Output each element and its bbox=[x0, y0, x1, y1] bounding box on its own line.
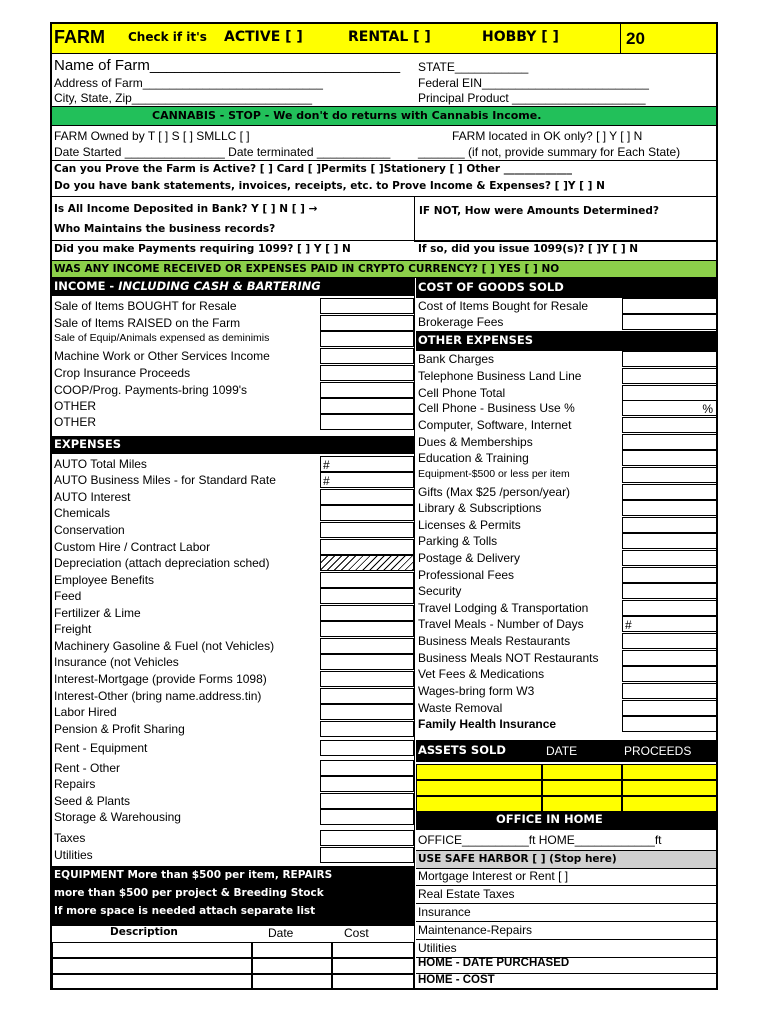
cogs-row-label: Brokerage Fees bbox=[418, 315, 504, 329]
expense-row-amount-field[interactable] bbox=[320, 760, 414, 776]
hobby-checkbox[interactable]: HOBBY [ ] bbox=[482, 29, 559, 45]
other-expense-row-label: Licenses & Permits bbox=[418, 518, 521, 532]
count-marker: # bbox=[323, 458, 330, 472]
other-expense-row-amount-field[interactable] bbox=[622, 700, 718, 716]
form-header bbox=[52, 24, 716, 54]
expense-row-label: Rent - Other bbox=[54, 761, 121, 775]
farm-title: FARM bbox=[54, 27, 105, 47]
percent-marker: % bbox=[702, 402, 713, 416]
other-expense-row-amount-field[interactable] bbox=[622, 517, 718, 533]
name-of-farm-field[interactable]: Name of Farm______________________________ bbox=[54, 57, 401, 74]
income-head-emphasis: INCLUDING CASH & BARTERING bbox=[118, 279, 321, 293]
other-expense-row-label: Security bbox=[418, 584, 462, 598]
office-in-home-header bbox=[416, 810, 718, 830]
other-expense-row-label: Equipment-$500 or less per item bbox=[418, 468, 570, 480]
expense-row-label: Seed & Plants bbox=[54, 794, 131, 808]
income-row-label: OTHER bbox=[54, 399, 96, 413]
if-not-label: IF NOT, How were Amounts Determined? bbox=[419, 205, 659, 217]
expense-row-amount-field[interactable] bbox=[320, 621, 414, 637]
expense-row-label: Freight bbox=[54, 622, 92, 636]
equipment-cell[interactable] bbox=[52, 942, 252, 958]
expense-row-label: Interest-Other (bring name.address.tin) bbox=[54, 689, 262, 703]
safe-harbor-row bbox=[416, 850, 718, 869]
other-expense-row-label: Family Health Insurance bbox=[418, 717, 557, 731]
safe-harbor-checkbox[interactable]: USE SAFE HARBOR [ ] (Stop here) bbox=[418, 853, 617, 865]
income-row-amount-field[interactable] bbox=[320, 315, 414, 331]
dates-field[interactable]: Date Started _______________ Date terminated ___________ bbox=[54, 145, 391, 159]
issue-1099-question[interactable]: If so, did you issue 1099(s)? [ ]Y [ ] N bbox=[418, 243, 639, 255]
income-row-label: Sale of Items RAISED on the Farm bbox=[54, 316, 241, 330]
expense-row-amount-field[interactable] bbox=[320, 847, 414, 863]
other-expense-row-label: Wages-bring form W3 bbox=[418, 684, 535, 698]
expense-row-amount-field[interactable] bbox=[320, 721, 414, 737]
asset-sold-cell[interactable] bbox=[542, 764, 622, 780]
expense-row-amount-field[interactable] bbox=[320, 472, 414, 488]
equipment-cost-header: Cost bbox=[344, 926, 369, 940]
tax-year[interactable]: 20 bbox=[626, 29, 645, 48]
other-expenses-header bbox=[416, 331, 718, 351]
principal-product-field[interactable]: Principal Product ____________________ bbox=[418, 91, 646, 105]
expense-row-amount-field[interactable] bbox=[320, 740, 414, 756]
city-state-zip-field[interactable]: City, State, Zip___________________________ bbox=[54, 91, 312, 105]
expense-row-label: Interest-Mortgage (provide Forms 1098) bbox=[54, 672, 267, 686]
equipment-line-3: If more space is needed attach separate list bbox=[54, 905, 316, 917]
office-row-label: Real Estate Taxes bbox=[418, 887, 515, 901]
expense-row-amount-field[interactable] bbox=[320, 456, 414, 472]
other-expense-row-label: Travel Meals - Number of Days bbox=[418, 617, 584, 631]
expense-row-label: Taxes bbox=[54, 831, 86, 845]
expense-row-label: AUTO Total Miles bbox=[54, 457, 147, 471]
expense-row-label: Utilities bbox=[54, 848, 93, 862]
expense-row-label: Rent - Equipment bbox=[54, 741, 148, 755]
asset-sold-cell[interactable] bbox=[542, 796, 622, 812]
equipment-cell[interactable] bbox=[52, 958, 252, 974]
expense-row-label: Chemicals bbox=[54, 506, 111, 520]
cannabis-banner bbox=[52, 106, 716, 126]
expense-row-label: Custom Hire / Contract Labor bbox=[54, 540, 211, 554]
asset-sold-cell[interactable] bbox=[416, 764, 542, 780]
crypto-banner bbox=[52, 260, 716, 278]
other-expense-row-label: Vet Fees & Medications bbox=[418, 667, 545, 681]
income-row-amount-field[interactable] bbox=[320, 382, 414, 398]
bank-statements-question[interactable]: Do you have bank statements, invoices, receipts, etc. to Prove Income & Expenses? [ ]Y [ ] N bbox=[54, 180, 605, 192]
other-expense-row-label: Education & Training bbox=[418, 451, 529, 465]
payments-1099-question[interactable]: Did you make Payments requiring 1099? [ ] Y [ ] N bbox=[54, 243, 351, 255]
income-header bbox=[52, 278, 414, 296]
asset-sold-cell[interactable] bbox=[622, 780, 718, 796]
maintains-records-question[interactable]: Who Maintains the business records? bbox=[54, 223, 276, 235]
expense-row-amount-field[interactable] bbox=[320, 489, 414, 505]
office-row-line bbox=[416, 903, 718, 904]
other-expense-row-label: Library & Subscriptions bbox=[418, 501, 542, 515]
expense-row-label: Pension & Profit Sharing bbox=[54, 722, 185, 736]
cogs-head-text: COST OF GOODS SOLD bbox=[418, 280, 564, 294]
other-expense-row-amount-field[interactable] bbox=[622, 583, 718, 599]
other-expense-row-label: Telephone Business Land Line bbox=[418, 369, 582, 383]
equipment-description-header: Description bbox=[110, 926, 178, 938]
cogs-row-amount-field[interactable] bbox=[622, 314, 718, 330]
income-row-label: Machine Work or Other Services Income bbox=[54, 349, 270, 363]
cogs-header bbox=[416, 278, 718, 298]
office-sqft-field[interactable]: OFFICE__________ft HOME____________ft bbox=[418, 833, 662, 847]
office-head: OFFICE IN HOME bbox=[496, 812, 603, 826]
expense-row-amount-field[interactable] bbox=[320, 654, 414, 670]
cogs-row-label: Cost of Items Bought for Resale bbox=[418, 299, 589, 313]
equipment-cell[interactable] bbox=[332, 974, 414, 990]
owned-by-field[interactable]: FARM Owned by T [ ] S [ ] SMLLC [ ] bbox=[54, 129, 250, 143]
cogs-row-amount-field[interactable] bbox=[622, 298, 718, 314]
other-expenses-head-text: OTHER EXPENSES bbox=[418, 333, 534, 347]
assets-date-label: DATE bbox=[546, 744, 578, 758]
other-expense-row-label: Postage & Delivery bbox=[418, 551, 521, 565]
income-row-label: Sale of Items BOUGHT for Resale bbox=[54, 299, 237, 313]
other-expense-row-amount-field[interactable] bbox=[622, 666, 718, 682]
expense-row-amount-field[interactable] bbox=[320, 830, 414, 846]
year-divider bbox=[620, 24, 621, 54]
prove-active-question[interactable]: Can you Prove the Farm is Active? [ ] Card [ ]Permits [ ]Stationery [ ] Other _____________ bbox=[54, 163, 573, 175]
income-head-text: INCOME - bbox=[54, 279, 119, 293]
count-marker: # bbox=[323, 474, 330, 488]
income-row-label: Sale of Equip/Animals expensed as deminimis bbox=[54, 332, 270, 344]
equipment-line-1: EQUIPMENT More than $500 per item, REPAIRS bbox=[54, 869, 333, 881]
other-expense-row-label: Cell Phone Total bbox=[418, 386, 506, 400]
income-row-amount-field[interactable] bbox=[320, 414, 414, 430]
tax-organizer-form bbox=[50, 22, 718, 990]
other-expense-row-amount-field[interactable] bbox=[622, 633, 718, 649]
income-row-amount-field[interactable] bbox=[320, 398, 414, 414]
other-expense-row-amount-field[interactable] bbox=[622, 567, 718, 583]
other-expense-row-amount-field[interactable] bbox=[622, 600, 718, 616]
office-row-line bbox=[416, 885, 718, 886]
other-expense-row-amount-field[interactable] bbox=[622, 683, 718, 699]
column-divider bbox=[414, 278, 415, 990]
located-ok-field[interactable]: FARM located in OK only? [ ] Y [ ] N bbox=[452, 129, 643, 143]
expense-row-amount-field[interactable] bbox=[320, 793, 414, 809]
other-expense-row-amount-field[interactable] bbox=[622, 434, 718, 450]
federal-ein-field[interactable]: Federal EIN_________________________ bbox=[418, 76, 649, 90]
other-expense-row-amount-field[interactable] bbox=[622, 385, 718, 401]
divider bbox=[52, 240, 716, 241]
expense-row-label: Employee Benefits bbox=[54, 573, 155, 587]
income-row-amount-field[interactable] bbox=[320, 348, 414, 364]
office-row-label: Utilities bbox=[418, 941, 457, 955]
office-row-line bbox=[416, 939, 718, 940]
expense-row-label: Fertilizer & Lime bbox=[54, 606, 141, 620]
equipment-cell[interactable] bbox=[332, 942, 414, 958]
assets-proceeds-label: PROCEEDS bbox=[624, 744, 692, 758]
other-expense-row-label: Professional Fees bbox=[418, 568, 515, 582]
expense-row-amount-field[interactable] bbox=[320, 704, 414, 720]
income-row-label: Crop Insurance Proceeds bbox=[54, 366, 191, 380]
income-row-amount-field[interactable] bbox=[320, 365, 414, 381]
expense-row-label: Insurance (not Vehicles bbox=[54, 655, 179, 669]
other-expense-row-amount-field[interactable] bbox=[622, 500, 718, 516]
office-row-label: HOME - COST bbox=[418, 974, 495, 986]
income-row-amount-field[interactable] bbox=[320, 298, 414, 314]
asset-sold-cell[interactable] bbox=[416, 780, 542, 796]
expense-row-label: Machinery Gasoline & Fuel (not Vehicles) bbox=[54, 639, 275, 653]
state-summary-field[interactable]: _______ (if not, provide summary for Each State) bbox=[418, 145, 681, 159]
expense-row-amount-field[interactable] bbox=[320, 572, 414, 588]
amounts-determined-box[interactable] bbox=[414, 196, 718, 242]
equipment-line-2: more than $500 per project & Breeding Stock bbox=[54, 887, 324, 899]
expense-row-amount-field[interactable] bbox=[320, 688, 414, 704]
expense-row-label: Labor Hired bbox=[54, 705, 117, 719]
crypto-question[interactable]: WAS ANY INCOME RECEIVED OR EXPENSES PAID IN CRYPTO CURRENCY? [ ] YES [ ] NO bbox=[54, 263, 560, 275]
other-expense-row-label: Business Meals Restaurants bbox=[418, 634, 571, 648]
expense-row-amount-field[interactable] bbox=[320, 671, 414, 687]
other-expense-row-amount-field[interactable] bbox=[622, 467, 718, 483]
expense-row-amount-field[interactable] bbox=[320, 605, 414, 621]
other-expense-row-label: Dues & Memberships bbox=[418, 435, 533, 449]
count-marker: # bbox=[625, 618, 632, 632]
expenses-header bbox=[52, 436, 414, 454]
income-row-label: OTHER bbox=[54, 415, 96, 429]
equipment-date-header: Date bbox=[268, 926, 294, 940]
expense-row-amount-field[interactable] bbox=[320, 555, 414, 571]
address-field[interactable]: Address of Farm___________________________ bbox=[54, 76, 323, 90]
office-row-label: HOME - DATE PURCHASED bbox=[418, 957, 570, 969]
expense-row-label: Storage & Warehousing bbox=[54, 810, 181, 824]
expense-row-label: AUTO Interest bbox=[54, 490, 131, 504]
asset-sold-cell[interactable] bbox=[622, 764, 718, 780]
other-expense-row-label: Cell Phone - Business Use % bbox=[418, 401, 575, 415]
expense-row-amount-field[interactable] bbox=[320, 638, 414, 654]
expense-row-amount-field[interactable] bbox=[320, 809, 414, 825]
other-expense-row-amount-field[interactable] bbox=[622, 450, 718, 466]
equipment-cell[interactable] bbox=[252, 958, 332, 974]
expense-row-amount-field[interactable] bbox=[320, 588, 414, 604]
other-expense-row-amount-field[interactable] bbox=[622, 417, 718, 433]
office-row-label: Maintenance-Repairs bbox=[418, 923, 533, 937]
other-expense-row-amount-field[interactable] bbox=[622, 616, 718, 632]
expense-row-amount-field[interactable] bbox=[320, 505, 414, 521]
equipment-cell[interactable] bbox=[252, 942, 332, 958]
other-expense-row-amount-field[interactable] bbox=[622, 550, 718, 566]
rental-checkbox[interactable]: RENTAL [ ] bbox=[348, 29, 431, 45]
other-expense-row-amount-field[interactable] bbox=[622, 351, 718, 367]
asset-sold-cell[interactable] bbox=[622, 796, 718, 812]
office-row-label: Mortgage Interest or Rent [ ] bbox=[418, 869, 569, 883]
office-row-label: Insurance bbox=[418, 905, 471, 919]
equipment-header bbox=[52, 866, 414, 926]
income-row-label: COOP/Prog. Payments-bring 1099's bbox=[54, 383, 248, 397]
other-expense-row-label: Waste Removal bbox=[418, 701, 503, 715]
state-field[interactable]: STATE___________ bbox=[418, 60, 529, 74]
expense-row-amount-field[interactable] bbox=[320, 776, 414, 792]
expense-row-label: AUTO Business Miles - for Standard Rate bbox=[54, 473, 276, 487]
expense-row-label: Feed bbox=[54, 589, 82, 603]
equipment-cell[interactable] bbox=[52, 974, 252, 990]
expense-row-amount-field[interactable] bbox=[320, 539, 414, 555]
expenses-head-text: EXPENSES bbox=[54, 437, 122, 451]
other-expense-row-amount-field[interactable] bbox=[622, 400, 718, 416]
other-expense-row-amount-field[interactable] bbox=[622, 650, 718, 666]
asset-sold-cell[interactable] bbox=[416, 796, 542, 812]
equipment-cell[interactable] bbox=[252, 974, 332, 990]
other-expense-row-amount-field[interactable] bbox=[622, 716, 718, 732]
office-row-line bbox=[416, 921, 718, 922]
deposited-question[interactable]: Is All Income Deposited in Bank? Y [ ] N [ ] → bbox=[54, 203, 318, 215]
income-row-amount-field[interactable] bbox=[320, 331, 414, 347]
other-expense-row-label: Gifts (Max $25 /person/year) bbox=[418, 485, 571, 499]
other-expense-row-label: Travel Lodging & Transportation bbox=[418, 601, 589, 615]
other-expense-row-amount-field[interactable] bbox=[622, 368, 718, 384]
active-checkbox[interactable]: ACTIVE [ ] bbox=[224, 29, 303, 45]
equipment-cell[interactable] bbox=[332, 958, 414, 974]
divider bbox=[52, 160, 716, 161]
other-expense-row-label: Computer, Software, Internet bbox=[418, 418, 572, 432]
asset-sold-cell[interactable] bbox=[542, 780, 622, 796]
other-expense-row-amount-field[interactable] bbox=[622, 533, 718, 549]
expense-row-label: Repairs bbox=[54, 777, 96, 791]
other-expense-row-label: Parking & Tolls bbox=[418, 534, 498, 548]
assets-sold-header bbox=[416, 740, 718, 762]
other-expense-row-amount-field[interactable] bbox=[622, 484, 718, 500]
assets-head: ASSETS SOLD bbox=[418, 743, 506, 757]
cannabis-text: CANNABIS - STOP - We don't do returns with Cannabis Income. bbox=[152, 109, 542, 122]
expense-row-amount-field[interactable] bbox=[320, 522, 414, 538]
other-expense-row-label: Bank Charges bbox=[418, 352, 495, 366]
expense-row-label: Depreciation (attach depreciation sched) bbox=[54, 556, 270, 570]
other-expense-row-label: Business Meals NOT Restaurants bbox=[418, 651, 599, 665]
expense-row-label: Conservation bbox=[54, 523, 125, 537]
check-label: Check if it's bbox=[128, 30, 207, 44]
